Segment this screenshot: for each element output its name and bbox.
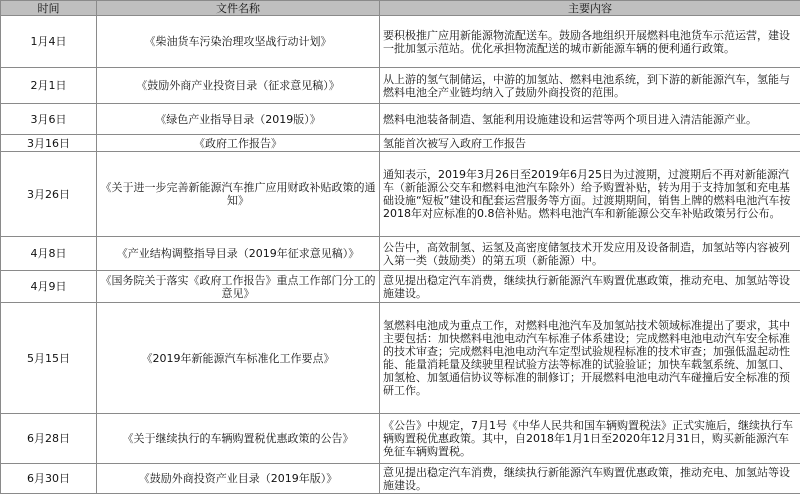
date-cell: 2月1日	[1, 68, 97, 104]
table-row	[1, 16, 800, 68]
date-cell: 5月15日	[1, 303, 97, 414]
date-cell: 3月26日	[1, 152, 97, 237]
table-row	[1, 271, 800, 303]
table-row	[1, 237, 800, 271]
file-name-cell: 《政府工作报告》	[97, 135, 380, 152]
table-row	[1, 152, 800, 237]
content-cell: 意见提出稳定汽车消费，继续执行新能源汽车购置优惠政策，推动充电、加氢站等设施建设。	[380, 271, 800, 303]
table-body	[1, 16, 800, 494]
table-row	[1, 414, 800, 464]
date-cell: 6月30日	[1, 464, 97, 494]
header-time: 时间	[1, 1, 97, 16]
date-cell: 3月16日	[1, 135, 97, 152]
date-cell: 4月9日	[1, 271, 97, 303]
header-file-name: 文件名称	[97, 1, 380, 16]
date-cell: 4月8日	[1, 237, 97, 271]
file-name-cell: 《关于继续执行的车辆购置税优惠政策的公告》	[97, 414, 380, 464]
table-row	[1, 104, 800, 135]
date-cell: 3月6日	[1, 104, 97, 135]
content-cell: 燃料电池装备制造、氢能利用设施建设和运营等两个项目进入清洁能源产业。	[380, 104, 800, 135]
content-cell: 氢燃料电池成为重点工作，对燃料电池汽车及加氢站技术领域标准提出了要求，其中主要包括：加快燃料电池电动汽车标准子体系建设；完成燃料电池电动汽车安全标准的技术审查；完成燃料电池电动汽车定型试验规程标准的技术审查；加强低温起动性能、能量消耗量及续驶里程试验方法等标准的试验验证；加快车载氢系统、加氢口、加氢枪、加氢通信协议等标准的制修订；开展燃料电池电动汽车碰撞后安全标准的预研工作。	[380, 303, 800, 414]
file-name-cell: 《产业结构调整指导目录（2019年征求意见稿）》	[97, 237, 380, 271]
content-cell: 通知表示，2019年3月26日至2019年6月25日为过渡期，过渡期后不再对新能源汽车（新能源公交车和燃料电池汽车除外）给予购置补贴，转为用于支持加氢和充电基础设施“短板”建设和配套运营服务等方面。过渡期期间，销售上牌的燃料电池汽车按2018年对应标准的0.8倍补贴。燃料电池汽车和新能源公交车补贴政策另行公布。	[380, 152, 800, 237]
header-row	[1, 1, 800, 16]
date-cell: 1月4日	[1, 16, 97, 68]
content-cell: 《公告》中规定，7月1号《中华人民共和国车辆购置税法》正式实施后，继续执行车辆购置税优惠政策。其中，自2018年1月1日至2020年12月31日，购买新能源汽车免征车辆购置税。	[380, 414, 800, 464]
table-header	[1, 1, 800, 16]
file-name-cell: 《绿色产业指导目录（2019版）》	[97, 104, 380, 135]
file-name-cell: 《柴油货车污染治理攻坚战行动计划》	[97, 16, 380, 68]
header-main-content: 主要内容	[380, 1, 800, 16]
table-row	[1, 135, 800, 152]
file-name-cell: 《2019年新能源汽车标准化工作要点》	[97, 303, 380, 414]
table-row	[1, 68, 800, 104]
file-name-cell: 《关于进一步完善新能源汽车推广应用财政补贴政策的通知》	[97, 152, 380, 237]
content-cell: 意见提出稳定汽车消费，继续执行新能源汽车购置优惠政策，推动充电、加氢站等设施建设。	[380, 464, 800, 494]
table-row	[1, 303, 800, 414]
file-name-cell: 《鼓励外商投资产业目录（2019年版）》	[97, 464, 380, 494]
content-cell: 氢能首次被写入政府工作报告	[380, 135, 800, 152]
date-cell: 6月28日	[1, 414, 97, 464]
file-name-cell: 《国务院关于落实《政府工作报告》重点工作部门分工的意见》	[97, 271, 380, 303]
table-row	[1, 464, 800, 494]
content-cell: 要积极推广应用新能源物流配送车。鼓励各地组织开展燃料电池货车示范运营，建设一批加氢示范站。优化承担物流配送的城市新能源车辆的便利通行政策。	[380, 16, 800, 68]
content-cell: 公告中，高效制氢、运氢及高密度储氢技术开发应用及设备制造，加氢站等内容被列入第一类（鼓励类）的第五项（新能源）中。	[380, 237, 800, 271]
file-name-cell: 《鼓励外商产业投资目录（征求意见稿）》	[97, 68, 380, 104]
content-cell: 从上游的氢气制储运，中游的加氢站、燃料电池系统，到下游的新能源汽车，氢能与燃料电池全产业链均纳入了鼓励外商投资的范围。	[380, 68, 800, 104]
